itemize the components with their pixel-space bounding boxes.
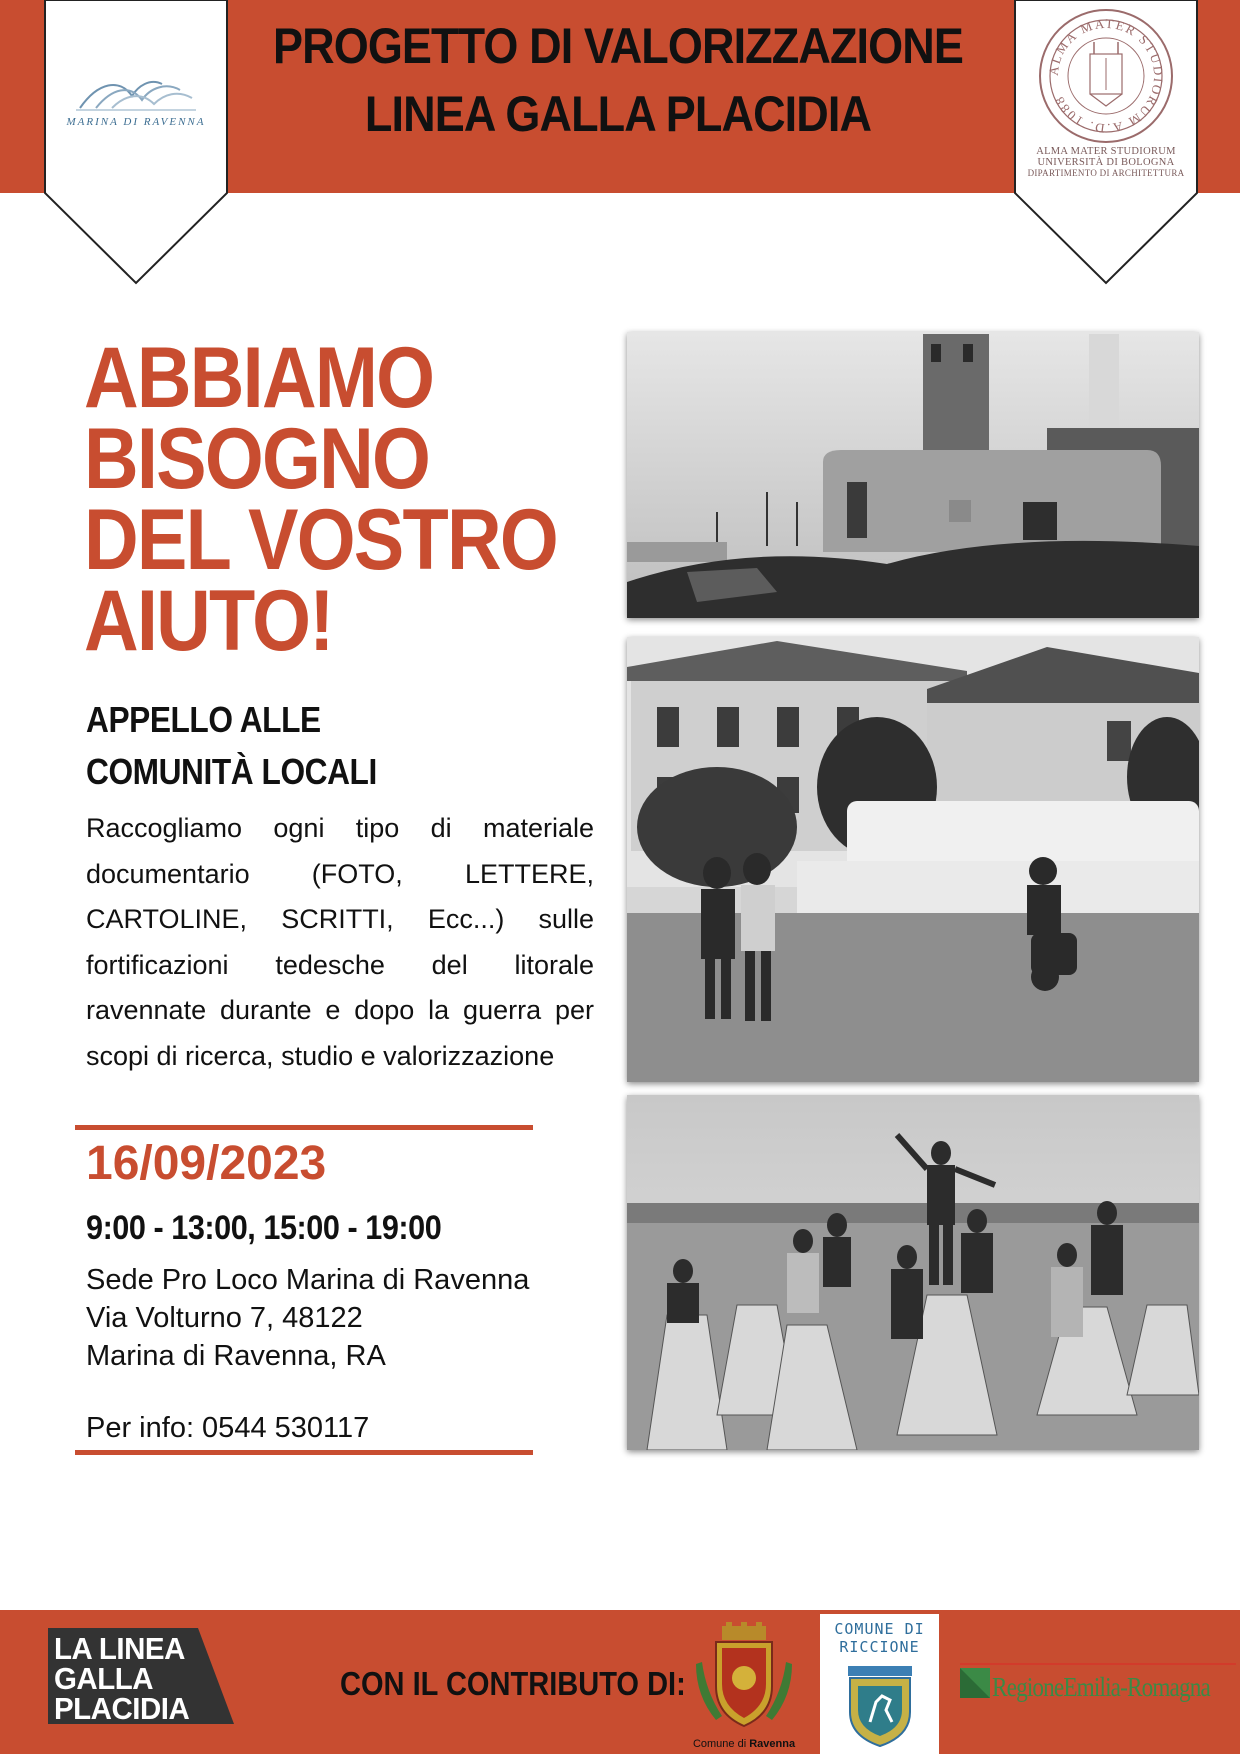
riccione-shield-icon — [846, 1666, 914, 1748]
comune-di-riccione-logo — [820, 1614, 939, 1754]
unibo-line-2: UNIVERSITÀ DI BOLOGNA — [1037, 157, 1175, 168]
address-line-2: Via Volturno 7, 48122 — [86, 1302, 363, 1334]
marina-di-ravenna-text: MARINA DI RAVENNA — [66, 116, 206, 128]
event-address — [86, 1261, 529, 1375]
ravenna-caption-name: Ravenna — [749, 1738, 796, 1750]
title-line-2: LINEA GALLA PLACIDIA — [364, 86, 872, 142]
comune-di-ravenna-logo — [682, 1622, 806, 1754]
headline-line-4: AIUTO! — [84, 573, 333, 669]
address-line-1: Sede Pro Loco Marina di Ravenna — [86, 1264, 530, 1296]
body-paragraph: Raccogliamo ogni tipo di materiale documentario (FOTO, LETTERE, CARTOLINE, SCRITTI, Ecc...) sulle fortificazioni tedesche del litorale ravennate durante e dopo la guerra per scopi di ricerca, studio e valorizzazione — [86, 813, 594, 1071]
riccione-line-2: RICCIONE — [839, 1638, 920, 1656]
unibo-logo — [1014, 0, 1198, 190]
address-line-3: Marina di Ravenna, RA — [86, 1340, 386, 1372]
info-phone: Per info: 0544 530117 — [86, 1412, 370, 1444]
divider-bottom — [75, 1450, 533, 1455]
ravenna-crest-icon — [682, 1622, 806, 1734]
project-logo-line-3: PLACIDIA — [54, 1691, 190, 1726]
regione-emilia-romagna-logo — [956, 1662, 1236, 1708]
riccione-line-1: COMUNE DI — [834, 1620, 925, 1638]
waves-icon — [76, 72, 196, 114]
subheading-line-1: APPELLO ALLE — [86, 699, 321, 740]
title-line-1: PROGETTO DI VALORIZZAZIONE — [273, 18, 963, 74]
university-seal-icon — [1036, 6, 1176, 146]
photo-bunker-tower — [627, 332, 1199, 618]
page-title — [267, 12, 969, 148]
unibo-line-1: ALMA MATER STUDIORUM — [1036, 146, 1176, 157]
photo-beach-group — [627, 1095, 1199, 1450]
divider-top — [75, 1125, 533, 1130]
seal-text: ALMA MATER STUDIORUM A.D. 1088 — [1045, 15, 1167, 137]
regione-text: RegioneEmilia-Romagna — [992, 1672, 1210, 1702]
subheading — [86, 694, 377, 798]
headline-line-2: BISOGNO — [84, 411, 430, 507]
left-pennant — [44, 0, 228, 285]
project-logo-line-2: GALLA — [54, 1661, 154, 1696]
marina-di-ravenna-logo — [48, 72, 224, 142]
linea-galla-placidia-logo — [48, 1628, 238, 1728]
headline-line-3: DEL VOSTRO — [84, 492, 557, 588]
headline — [84, 330, 557, 669]
project-logo-line-1: LA LINEA — [54, 1631, 185, 1666]
subheading-line-2: COMUNITÀ LOCALI — [86, 751, 377, 792]
event-date: 16/09/2023 — [86, 1137, 327, 1190]
event-hours: 9:00 - 13:00, 15:00 - 19:00 — [86, 1209, 442, 1247]
headline-line-1: ABBIAMO — [84, 330, 434, 426]
photo-street-scene — [627, 637, 1199, 1082]
ravenna-caption-prefix: Comune di — [692, 1738, 747, 1750]
contribution-label: CON IL CONTRIBUTO DI: — [340, 1665, 686, 1702]
unibo-line-3: DIPARTIMENTO DI ARCHITETTURA — [1027, 168, 1185, 178]
